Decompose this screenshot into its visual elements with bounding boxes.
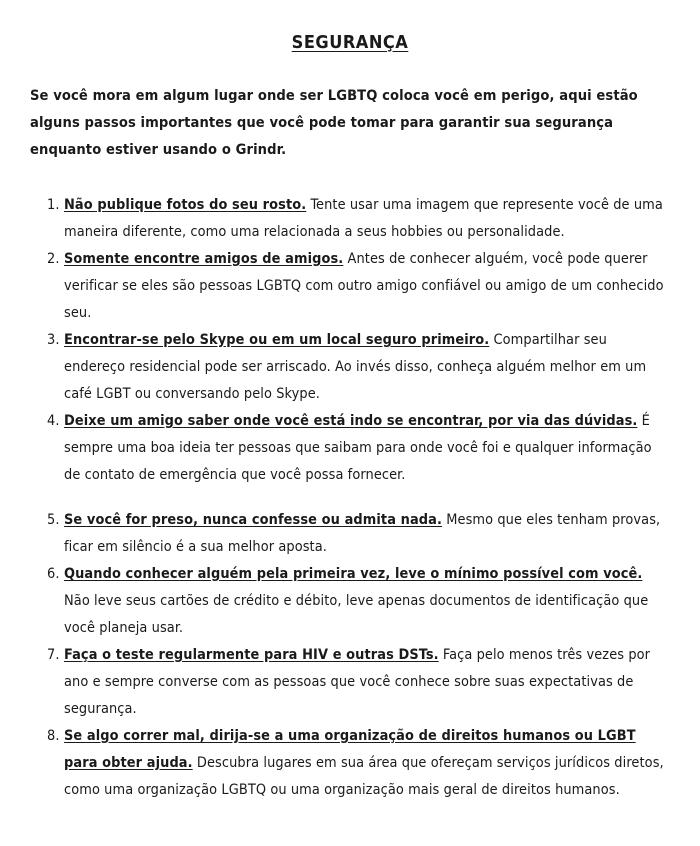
list-item-text: Descubra lugares em sua área que ofereçam serviços jurídicos diretos, como uma organização LGBTQ ou uma organização mais geral de direitos humanos.: [64, 755, 664, 798]
page-title: SEGURANÇA: [291, 32, 409, 53]
list-item-text: Compartilhar seu endereço residencial pode ser arriscado. Ao invés disso, conheça alguém melhor em um café LGBT ou conversando pelo Skype.: [64, 332, 647, 402]
list-item: [47, 408, 670, 489]
list-item-lead: Se algo correr mal, dirija-se a uma organização de direitos humanos ou LGBT para obter ajuda.: [64, 728, 636, 771]
list-item: [47, 192, 670, 246]
list-item-text: É sempre uma boa ideia ter pessoas que saibam para onde você foi e qualquer informação de contato de emergência que você possa fornecer.: [64, 413, 652, 483]
list-item-number: 4.: [47, 413, 60, 429]
list-item-lead: Se você for preso, nunca confesse ou admita nada.: [64, 512, 443, 528]
list-item-number: 3.: [47, 332, 60, 348]
intro-paragraph: Se você mora em algum lugar onde ser LGBTQ coloca você em perigo, aqui estão alguns passos importantes que você pode tomar para garantir sua segurança enquanto estiver usando o Grindr.: [30, 87, 638, 158]
list-item-lead: Quando conhecer alguém pela primeira vez, leve o mínimo possível com você.: [64, 566, 643, 582]
list-item: [47, 723, 670, 804]
list-item-lead: Não publique fotos do seu rosto.: [64, 197, 307, 213]
list-item-text: Não leve seus cartões de crédito e débito, leve apenas documentos de identificação que você planeja usar.: [64, 593, 649, 636]
list-item-text: Faça pelo menos três vezes por ano e sempre converse com as pessoas que você conhece sobre suas expectativas de segurança.: [64, 647, 651, 717]
list-item-lead: Encontrar-se pelo Skype ou em um local seguro primeiro.: [64, 332, 490, 348]
list-item-number: 2.: [47, 251, 60, 267]
list-item-number: 5.: [47, 512, 60, 528]
list-item-lead: Somente encontre amigos de amigos.: [64, 251, 344, 267]
list-item: [47, 246, 670, 327]
list-item-number: 1.: [47, 197, 60, 213]
list-item: [47, 642, 670, 723]
list-item: [47, 561, 670, 642]
list-item: [47, 507, 670, 561]
list-item-number: 7.: [47, 647, 60, 663]
list-item-number: 6.: [47, 566, 60, 582]
list-item: [47, 327, 670, 408]
list-item-text: Tente usar uma imagem que represente você de uma maneira diferente, como uma relacionada a seus hobbies ou personalidade.: [64, 197, 663, 240]
list-item-text: Mesmo que eles tenham provas, ficar em silêncio é a sua melhor aposta.: [64, 512, 661, 555]
list-item-number: 8.: [47, 728, 60, 744]
list-item-text: Antes de conhecer alguém, você pode querer verificar se eles são pessoas LGBTQ com outro amigo confiável ou amigo de um conhecido seu.: [64, 251, 664, 321]
list-item-lead: Faça o teste regularmente para HIV e outras DSTs.: [64, 647, 439, 663]
list-item-lead: Deixe um amigo saber onde você está indo se encontrar, por via das dúvidas.: [64, 413, 638, 429]
safety-steps-list: [30, 192, 670, 804]
